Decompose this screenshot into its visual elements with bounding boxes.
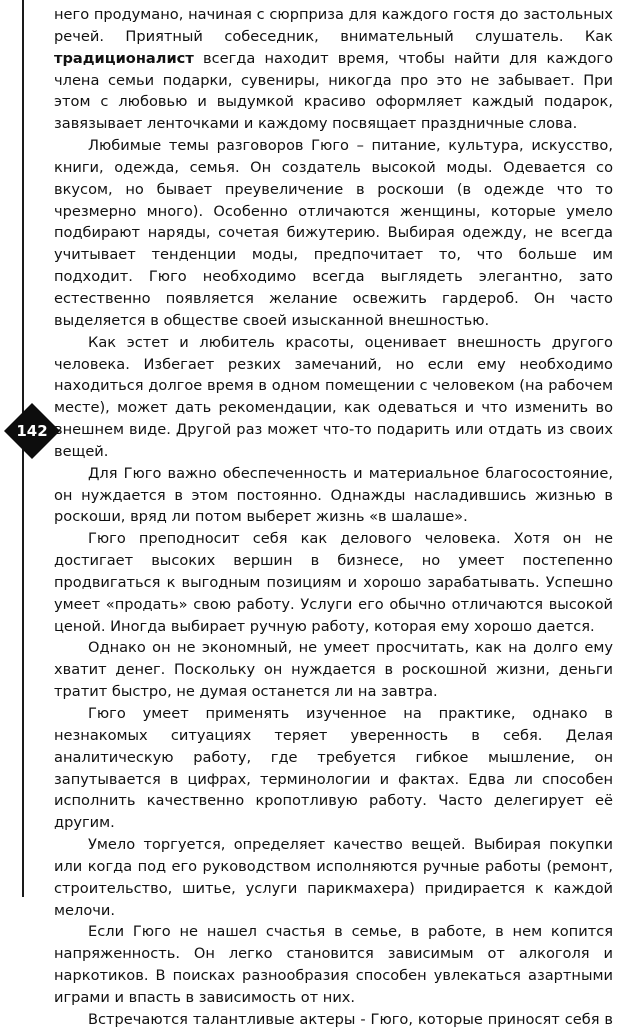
text-column (54, 4, 613, 1031)
paragraph-1-after: всегда находит время, чтобы найти для каждого члена семьи подарки, сувениры, никогда про это не забывает. При этом с любовью и выдумкой красиво оформляет каждый подарок, завязывает ленточками и каждому посвящает праздничные слова. (54, 49, 613, 133)
paragraph-9: Если Гюго не нашел счастья в семье, в работе, в нем копится напряженность. Он легко становится зависимым от алкоголя и наркотиков. В поисках разнообразия способен увлекаться азартными играми и впасть в зависимость от них. (54, 923, 613, 1006)
paragraph-4: Для Гюго важно обеспеченность и материальное благосостояние, он нуждается в этом постоянно. Однажды насладившись жизнью в роскоши, вряд ли потом выберет жизнь «в шалаше». (54, 464, 613, 526)
page-number: 142 (16, 422, 48, 440)
paragraph-2: Любимые темы разговоров Гюго – питание, культура, искусство, книги, одежда, семья. Он создатель высокой моды. Одевается со вкусом, но бывает преувеличение в роскоши (в одежде что то чрезмерно много). Особенно отличаются женщины, которые умело подбирают наряды, сочетая бижутерию. Выбирая одежду, не всегда учитывает тенденции моды, предпочитает то, что больше им подходит. Гюго необходимо всегда выглядеть элегантно, зато естественно появляется желание освежить гардероб. Он часто выделяется в обществе своей изысканной внешностью. (54, 137, 613, 329)
paragraph-10: Встречаются талантливые актеры - Гюго, которые приносят себя в (88, 1010, 613, 1028)
paragraph-3: Как эстет и любитель красоты, оценивает внешность другого человека. Избегает резких замечаний, но если ему необходимо находиться долгое время в одном помещении с человеком (на рабочем месте), может дать рекомендации, как одеваться и что изменить во внешнем виде. Другой раз может что-то подарить или отдать из своих вещей. (54, 333, 613, 460)
bold-term: традиционалист (54, 49, 194, 67)
paragraph-1-before: него продумано, начиная с сюрприза для каждого гостя до застольных речей. Приятный собеседник, внимательный слушатель. Как (54, 6, 613, 45)
paragraph-5: Гюго преподносит себя как делового человека. Хотя он не достигает высоких вершин в бизнесе, но умеет постепенно продвигаться к выгодным позициям и хорошо зарабатывать. Успешно умеет «продать» свою работу. Услуги его обычно отличаются высокой ценой. Иногда выбирает ручную работу, которая ему хорошо дается. (54, 530, 613, 635)
paragraph-6: Однако он не экономный, не умеет просчитать, как на долго ему хватит денег. Поскольку он нуждается в роскошной жизни, деньги тратит быстро, не думая останется ли на завтра. (54, 639, 613, 701)
paragraph-7: Гюго умеет применять изученное на практике, однако в незнакомых ситуациях теряет уверенность в себя. Делая аналитическую работу, где требуется гибкое мышление, он запутывается в цифрах, терминологии и фактах. Едва ли способен исполнить качественно кропотливую работу. Часто делегирует её другим. (54, 705, 613, 832)
paragraph-8: Умело торгуется, определяет качество вещей. Выбирая покупки или когда под его руководством исполняются ручные работы (ремонт, строительство, шитье, услуги парикмахера) придирается к каждой мелочи. (54, 836, 613, 919)
paragraph-1 (54, 4, 613, 135)
